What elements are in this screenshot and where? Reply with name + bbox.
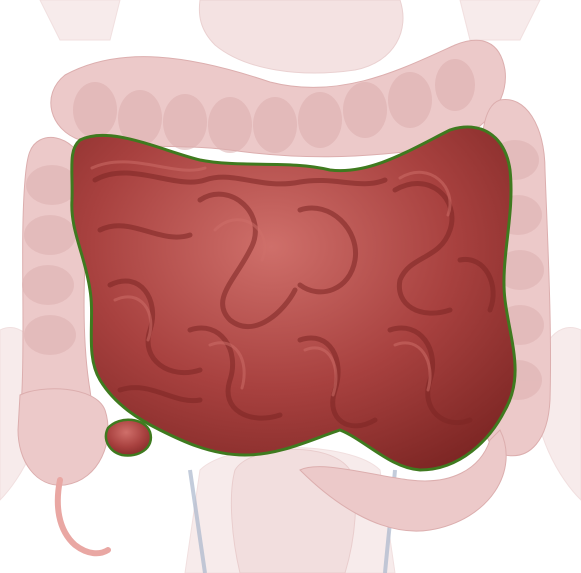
small-intestine <box>72 127 515 470</box>
